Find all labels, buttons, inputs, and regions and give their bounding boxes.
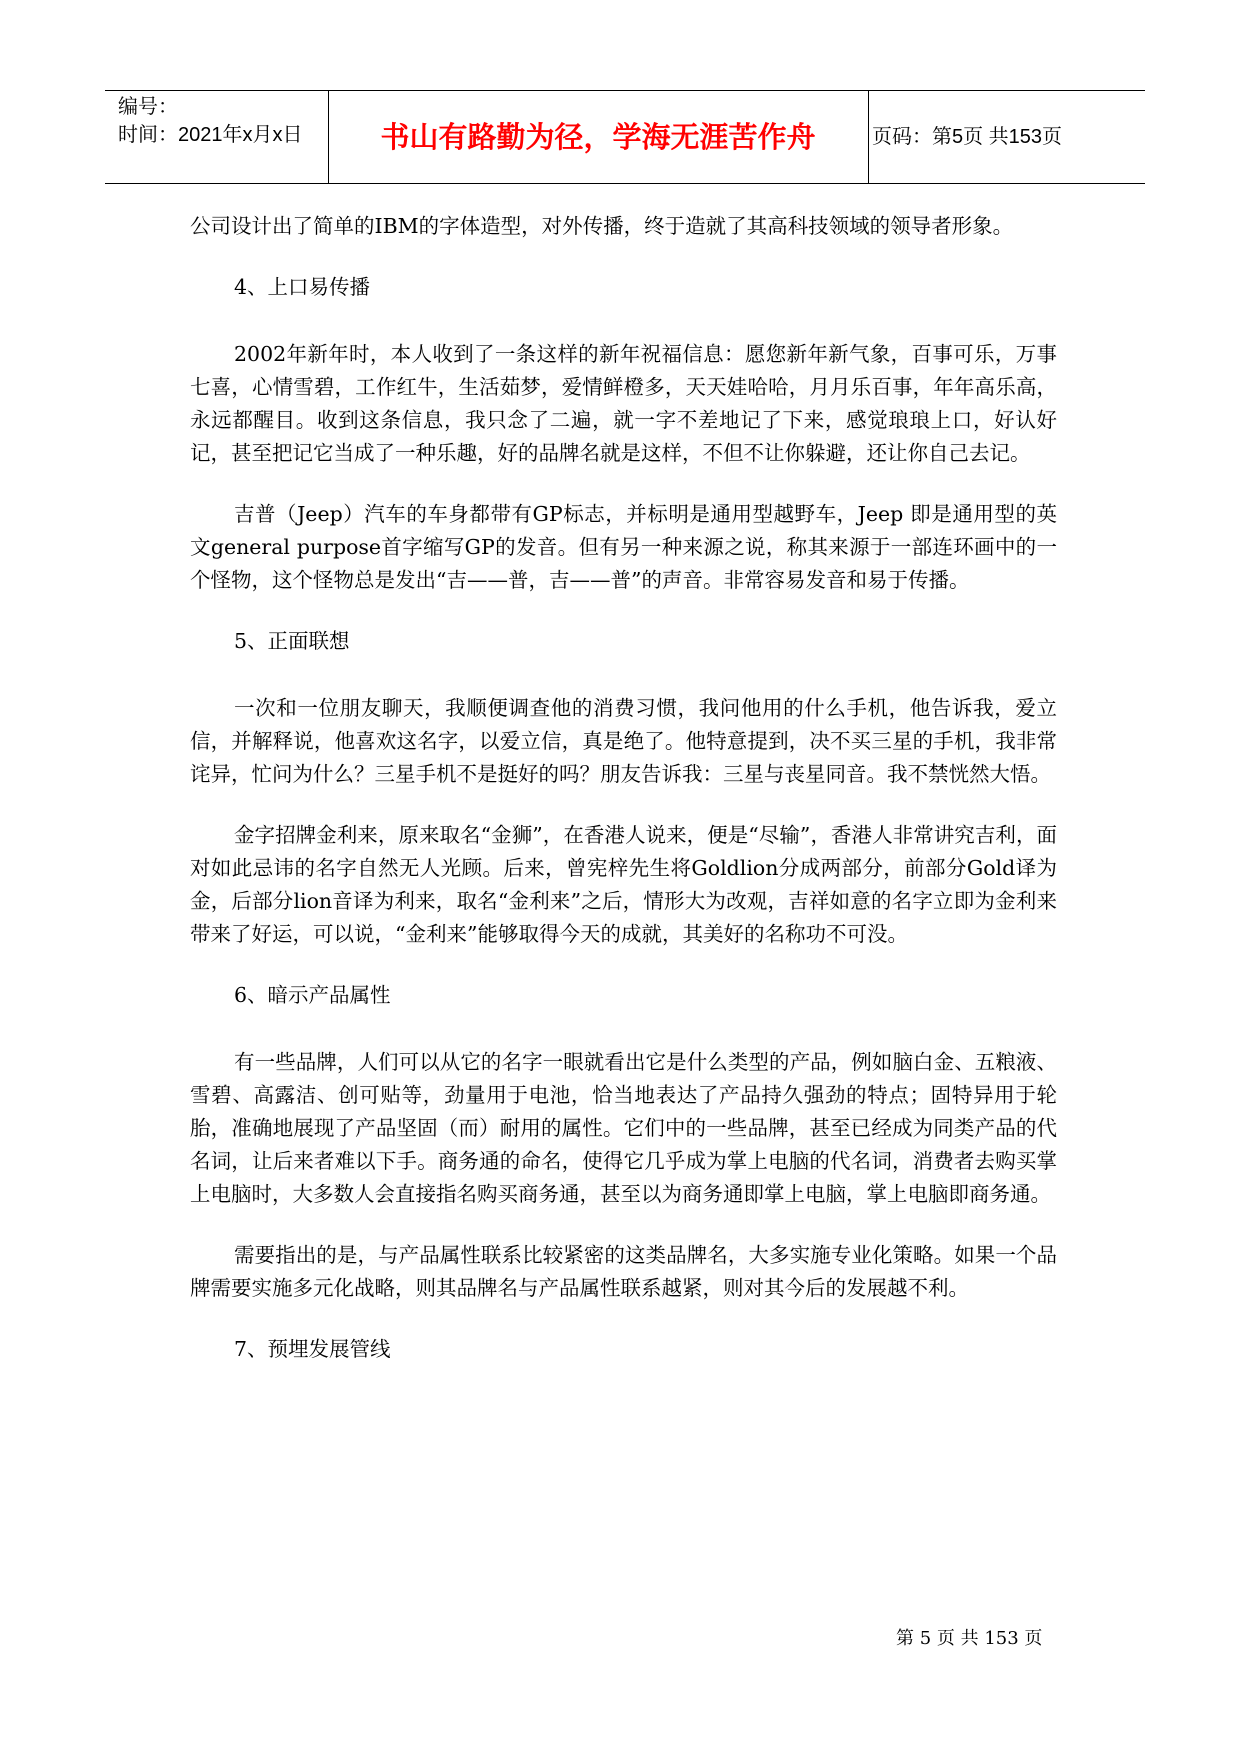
body-paragraph: 有一些品牌，人们可以从它的名字一眼就看出它是什么类型的产品，例如脑白金、五粮液、雪碧、高露洁、创可贴等，劲量用于电池，恰当地表达了产品持久强劲的特点；固特异用于轮胎，准确地展现了产品坚固（而）耐用的属性。它们中的一些品牌，甚至已经成为同类产品的代名词，让后来者难以下手。商务通的命名，使得它几乎成为掌上电脑的代名词，消费者去购买掌上电脑时，大多数人会直接指名购买商务通，甚至以为商务通即掌上电脑，掌上电脑即商务通。 [190,1050,1057,1206]
document-time-label: 时间：2021年x月x日 [118,124,303,146]
body-paragraph: 吉普（Jeep）汽车的车身都带有GP标志，并标明是通用型越野车，Jeep 即是通用型的英文general purpose首字缩写GP的发音。但有另一种来源之说，称其来源于一部连环画中的一个怪物，这个怪物总是发出“吉——普，吉——普”的声音。非常容易发音和易于传播。 [190,502,1057,592]
header-info [118,91,363,185]
page-header [105,90,1145,184]
body-paragraph: 公司设计出了简单的IBM的字体造型，对外传播，终于造就了其高科技领域的领导者形象。 [190,214,1014,238]
body-paragraph: 一次和一位朋友聊天，我顺便调查他的消费习惯，我问他用的什么手机，他告诉我，爱立信，并解释说，他喜欢这名字，以爱立信，真是绝了。他特意提到，决不买三星的手机，我非常诧异，忙问为什么？三星手机不是挺好的吗？朋友告诉我：三星与丧星同音。我不禁恍然大悟。 [190,696,1057,786]
section-heading: 7、预埋发展管线 [234,1337,391,1361]
document-body [190,210,1057,1400]
body-paragraph: 2002年新年时，本人收到了一条这样的新年祝福信息：愿您新年新气象，百事可乐，万事七喜，心情雪碧，工作红牛，生活茹梦，爱情鲜橙多，天天娃哈哈，月月乐百事，年年高乐高，永远都醒目。收到这条信息，我只念了二遍，就一字不差地记了下来，感觉琅琅上口，好认好记，甚至把记它当成了一种乐趣，好的品牌名就是这样，不但不让你躲避，还让你自己去记。 [190,342,1057,465]
body-paragraph: 需要指出的是，与产品属性联系比较紧密的这类品牌名，大多实施专业化策略。如果一个品牌需要实施多元化战略，则其品牌名与产品属性联系越紧，则对其今后的发展越不利。 [190,1243,1057,1300]
body-paragraph: 金字招牌金利来，原来取名“金狮”，在香港人说来，便是“尽输”，香港人非常讲究吉利，面对如此忌讳的名字自然无人光顾。后来，曾宪梓先生将Goldlion分成两部分，前部分Gold译为金，后部分lion音译为利来，取名“金利来”之后，情形大为改观，吉祥如意的名字立即为金利来带来了好运，可以说，“金利来”能够取得今天的成就，其美好的名称功不可没。 [190,823,1057,946]
section-heading: 6、暗示产品属性 [234,983,391,1007]
section-heading: 4、上口易传播 [234,275,371,299]
page-footer: 第 5 页 共 153 页 [896,1628,1043,1649]
section-heading: 5、正面联想 [234,629,350,653]
header-motto: 书山有路勤为径，学海无涯苦作舟 [380,120,816,154]
header-page-code: 页码：第5页 共153页 [872,126,1063,148]
document-number-label: 编号： [118,96,178,118]
